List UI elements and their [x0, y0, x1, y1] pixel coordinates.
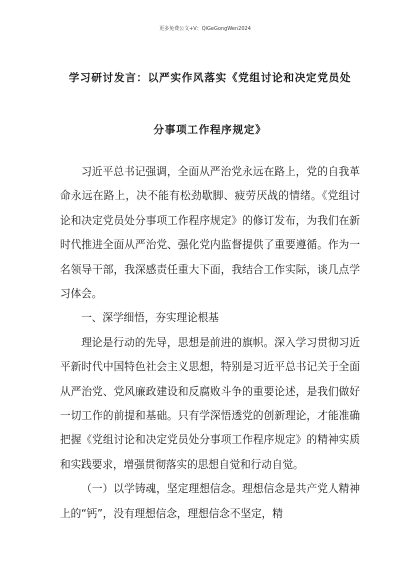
body-paragraph: 理论是行动的先导，思想是前进的旗帜。深入学习贯彻习近平新时代中国特色社会主义思想，特别是习近平总书记关于全面从严治党、党风廉政建设和反腐败斗争的重要论述，是我们做好一切工作的前提和基础。只有学深悟透党的创新理论，才能准确把握《党组讨论和决定党员处分事项工作程序规定》的精神实质和实践要求，增强贯彻落实的思想自觉和行动自觉。 [60, 336, 360, 471]
document-body [60, 160, 360, 526]
watermark-text: 更多免费公文+V：QiGeGongWen2024 [159, 26, 251, 32]
intro-paragraph: 习近平总书记强调，全面从严治党永远在路上，党的自我革命永远在路上，决不能有松劲歇脚、疲劳厌战的情绪。《党组讨论和决定党员处分事项工作程序规定》的修订发布，为我们在新时代推进全面从严治党、强化党内监督提供了重要遵循。作为一名领导干部，我深感责任重大下面，我结合工作实际，谈几点学习体会。 [60, 166, 360, 301]
document-title-line-1: 学习研讨发言：以严实作风落实《党组讨论和决定党员处 [68, 72, 352, 84]
subsection-paragraph: （一）以学铸魂，坚定理想信念。理想信念是共产党人精神上的“钙”，没有理想信念，理想信念不坚定，精 [60, 483, 360, 520]
section-heading: 一、深学细悟，夯实理论根基 [81, 312, 219, 325]
document-title-line-2: 分事项工作程序规定》 [153, 124, 267, 136]
